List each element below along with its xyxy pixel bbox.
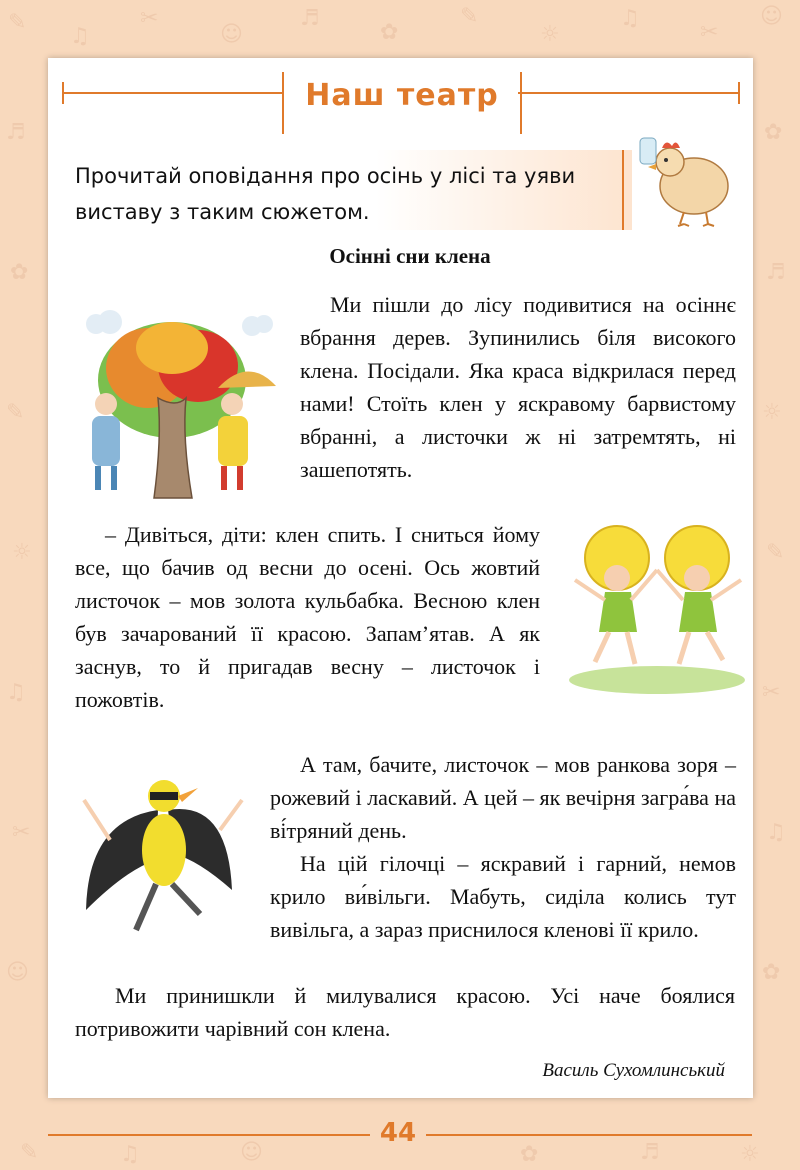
- story-paragraph-3: А там, бачите, листочок – мов ранкова зоря – рожевий і ласкавий. А цей – як вечірня загра́ва на ві́тряний день.: [270, 752, 736, 843]
- maple-tree-illustration: [68, 308, 276, 503]
- oriole-child-illustration: [70, 770, 250, 945]
- background-pattern: ✎ ♫ ✂ ☺ ♬ ✿ ✎ ☼ ♫ ✂ ☺ ♬ ✿ ✎ ☼ ♫ ✂ ☺ ✿ ♬ ☼ ✎ ✂ ♫ ✿ ✎ ♫ ☺ ✿ ♬ ☼: [6, 4, 786, 1167]
- title-rule-left: [62, 92, 282, 94]
- story-paragraph-1: Ми пішли до лісу подивитися на осіннє вбрання дерев. Зупинились біля високого клена. Посідали. Яка краса відкрилася перед нами! Стоїть клен у яскравому барвистому вбранні, а листочки ж ні затремтять, ні зашепотять.: [300, 292, 736, 482]
- title-rule-tick-right: [738, 82, 740, 104]
- page-title: Наш театр: [305, 78, 499, 113]
- dandelion-children-illustration: [565, 520, 750, 695]
- page-number: 44: [379, 1118, 417, 1148]
- story-title: Осінні сни клена: [329, 244, 491, 268]
- instruction-text: Прочитай оповідання про осінь у лісі та уяви виставу з таким сюжетом.: [75, 164, 576, 224]
- story-paragraph-2: – Дивіться, діти: клен спить. І сниться йому все, що бачив од весни до осені. Ось жовтий листочок – мов золота кульбабка. Весною клен був зачарований її красою. Запам’ятав. А як заснув, то й пригадав весну – листочок і пожовтів.: [75, 522, 540, 712]
- story-author: Василь Сухомлинський: [542, 1060, 725, 1081]
- footer-rule-left: [48, 1134, 370, 1136]
- story-paragraph-4: На цій гілочці – яскравий і гарний, немов крило ви́вільги. Мабуть, сиділа колись тут вивільга, а зараз приснилося кленові її крило.: [270, 851, 736, 942]
- story-paragraph-5: Ми принишкли й милувалися красою. Усі наче боялися потривожити чарівний сон клена.: [75, 983, 735, 1041]
- title-rule-right: [518, 92, 740, 94]
- title-rule-tick-left: [62, 82, 64, 104]
- hen-illustration: [632, 128, 742, 228]
- footer-rule-right: [426, 1134, 752, 1136]
